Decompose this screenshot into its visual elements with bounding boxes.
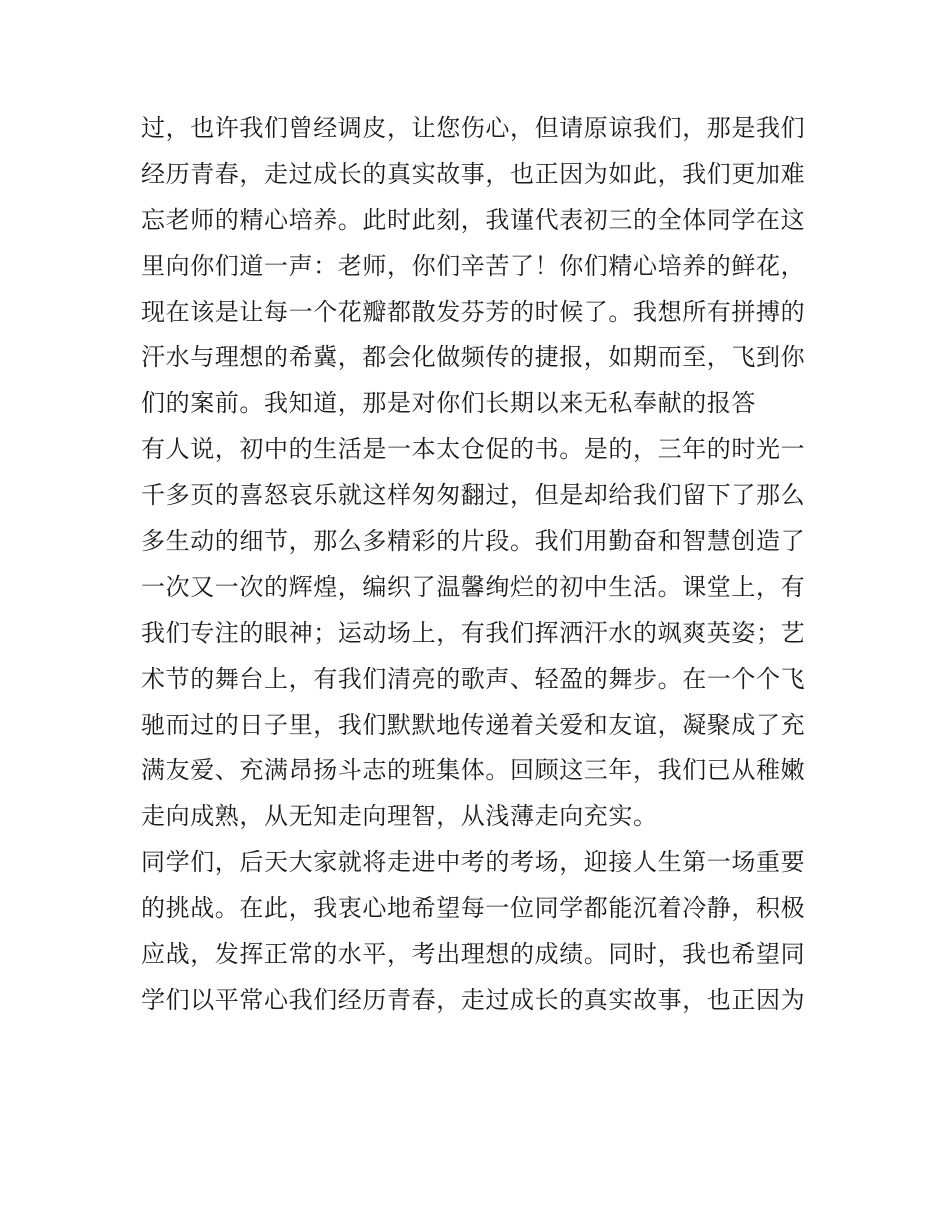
text-line: 的挑战。在此，我衷心地希望每一位同学都能沉着冷静，积极 (141, 894, 806, 923)
text-line: 有人说，初中的生活是一本太仓促的书。是的，三年的时光一 (141, 435, 806, 464)
text-line: 们的案前。我知道，那是对你们长期以来无私奉献的报答 (141, 389, 756, 418)
text-line: 现在该是让每一个花瓣都散发芬芳的时候了。我想所有拼搏的 (141, 297, 806, 326)
text-line: 满友爱、充满昂扬斗志的班集体。回顾这三年，我们已从稚嫩 (141, 756, 806, 785)
text-line: 一次又一次的辉煌，编织了温馨绚烂的初中生活。课堂上，有 (141, 572, 806, 601)
text-line: 走向成熟，从无知走向理智，从浅薄走向充实。 (141, 802, 658, 831)
text-line: 我们专注的眼神；运动场上，有我们挥洒汗水的飒爽英姿；艺 (141, 618, 806, 647)
text-line: 过，也许我们曾经调皮，让您伤心，但请原谅我们，那是我们 (141, 114, 806, 142)
text-line: 驰而过的日子里，我们默默地传递着关爱和友谊，凝聚成了充 (141, 710, 806, 739)
text-line: 里向你们道一声：老师，你们辛苦了！你们精心培养的鲜花， (141, 251, 806, 280)
text-line: 术节的舞台上，有我们清亮的歌声、轻盈的舞步。在一个个飞 (141, 664, 806, 693)
text-line: 汗水与理想的希冀，都会化做频传的捷报，如期而至，飞到你 (141, 343, 806, 372)
text-line: 多生动的细节，那么多精彩的片段。我们用勤奋和智慧创造了 (141, 527, 806, 556)
text-line: 千多页的喜怒哀乐就这样匆匆翻过，但是却给我们留下了那么 (141, 481, 806, 510)
text-line: 应战，发挥正常的水平，考出理想的成绩。同时，我也希望同 (141, 940, 806, 969)
text-line: 同学们，后天大家就将走进中考的考场，迎接人生第一场重要 (141, 848, 806, 877)
body-text (141, 106, 821, 1024)
text-line: 学们以平常心我们经历青春，走过成长的真实故事，也正因为 (141, 985, 806, 1014)
text-line: 经历青春，走过成长的真实故事，也正因为如此，我们更加难 (141, 159, 806, 188)
text-line: 忘老师的精心培养。此时此刻，我谨代表初三的全体同学在这 (141, 205, 806, 234)
